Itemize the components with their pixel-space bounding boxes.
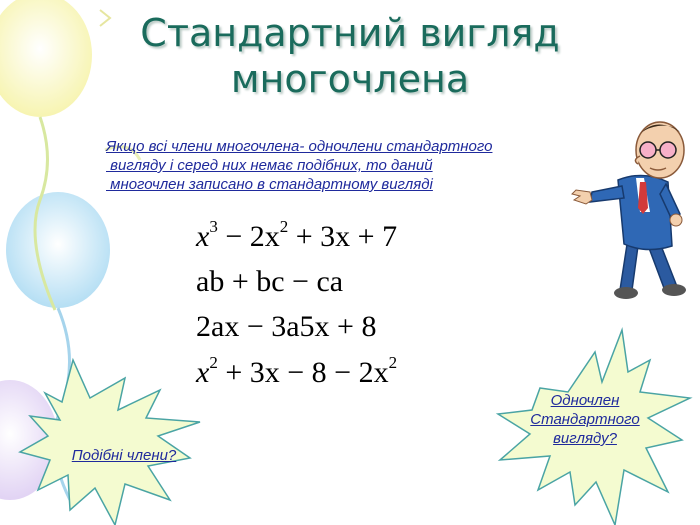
definition-line: Якщо всі члени многочлена- одночлени стандартного xyxy=(106,138,493,155)
callout-line: Стандартного xyxy=(530,411,640,428)
callout-line: вигляду? xyxy=(553,430,617,447)
teacher-cartoon-icon xyxy=(568,118,700,303)
callout-similar-terms-link[interactable]: Подібні члени? xyxy=(71,447,177,464)
formula-1: $x^3 - 2x^2 + 3x + 7$ xyxy=(196,217,398,253)
title-line-2: многочлена xyxy=(230,57,470,101)
formula-4: $x^2 + 3x - 8 - 2x^2$ xyxy=(196,353,398,389)
definition-text[interactable] xyxy=(106,137,616,194)
callout-monomial-link[interactable] xyxy=(515,391,655,448)
formula-2: ab + bc − ca xyxy=(196,265,344,298)
callout-line: Одночлен xyxy=(550,392,620,409)
callout-star-left xyxy=(20,360,200,525)
title-line-1: Стандартний вигляд xyxy=(140,11,560,55)
page-title xyxy=(60,10,640,102)
definition-line: многочлен записано в стандартному вигляді xyxy=(106,176,433,193)
formula-3: 2ax − 3a5x + 8 xyxy=(196,310,377,343)
definition-line: вигляду і серед них немає подібних, то даний xyxy=(106,157,433,174)
